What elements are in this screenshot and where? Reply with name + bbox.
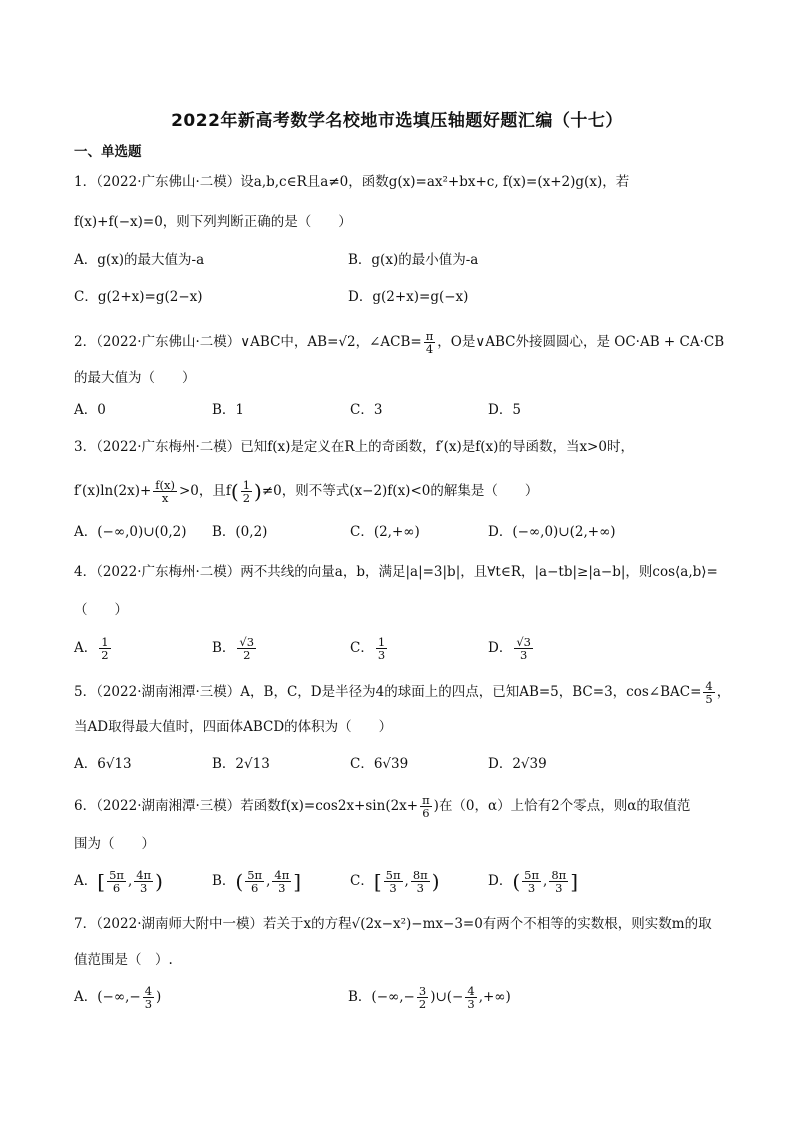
question-6-option-d: D．( $\frac{5\pi}{3}$ , $\frac{8\pi}{3}$ ] [488, 868, 578, 895]
question-1-stem-cont: f(x)+f(−x)=0，则下列判断正确的是（ ） [74, 214, 352, 230]
question-2-stem [74, 330, 724, 355]
question-3-text-b: >0，且f [179, 483, 231, 499]
section-heading: 一、单选题 [74, 144, 142, 160]
question-5-option-d: D．2√39 [488, 756, 547, 772]
question-2-option-a: A．0 [74, 402, 106, 418]
question-3-text-a: f′(x)ln(2x)+ [74, 483, 152, 499]
question-2-option-d: D．5 [488, 402, 521, 418]
question-3-option-a: A．(−∞,0)∪(0,2) [74, 524, 187, 540]
question-3-option-c: C．(2,+∞) [350, 524, 420, 540]
pi-over-4-fraction: $\frac{\pi}{4}$ [425, 329, 434, 356]
question-6-stem: 6．（2022·湖南湘潭·三模）若函数f(x)=cos2x+sin(2x+ $\frac{\pi}{6}$ )在（0，α）上恰有2个零点，则α的取值范 [74, 793, 691, 820]
question-7-option-a: A．(−∞,− $\frac{4}{3}$ ) [74, 984, 162, 1011]
question-4-option-a: A． $\frac{1}{2}$ [74, 635, 109, 662]
fx-over-x-fraction: $\frac{f(x)}{x}$ [155, 478, 175, 505]
question-6-text-a: 6．（2022·湖南湘潭·三模）若函数f(x)=cos2x+sin [74, 798, 386, 814]
question-1-option-b: B．g(x)的最小值为-a [348, 252, 479, 268]
four-fifths-fraction: $\frac{4}{5}$ [705, 679, 713, 706]
question-5-option-a: A．6√13 [74, 756, 132, 772]
question-7-stem-cont: 值范围是（ ）. [74, 952, 173, 968]
question-1-option-c: C．g(2+x)=g(2−x) [74, 289, 203, 305]
question-5-stem: 5．（2022·湖南湘潭·三模）A，B，C，D是半径为4的球面上的四点，已知AB=5，BC=3，cos∠BAC= $\frac{4}{5}$ ， [74, 679, 731, 706]
question-6-option-c: C．[ $\frac{5\pi}{3}$ , $\frac{8\pi}{3}$ ) [350, 868, 440, 895]
question-3-option-b: B．(0,2) [212, 524, 268, 540]
question-4-option-d: D． $\frac{√3}{3}$ [488, 635, 531, 662]
question-1-option-a: A．g(x)的最大值为-a [74, 252, 205, 268]
question-6-stem-cont: 围为（ ） [74, 836, 155, 852]
question-2-text-a: 2．（2022·广东佛山·二模）∨ABC中，AB=√2，∠ACB= [74, 334, 422, 350]
question-4-option-b: B． $\frac{√3}{2}$ [212, 635, 255, 662]
question-4-option-c: C． $\frac{1}{3}$ [350, 635, 386, 662]
question-3-option-d: D．(−∞,0)∪(2,+∞) [488, 524, 616, 540]
question-6-option-b: B．( $\frac{5\pi}{6}$ , $\frac{4\pi}{3}$ ] [212, 868, 302, 895]
question-5-option-c: C．6√39 [350, 756, 409, 772]
question-5-text-a: 5．（2022·湖南湘潭·三模）A，B，C，D是半径为4的球面上的四点，已知AB=5，BC=3，cos∠BAC= [74, 684, 702, 700]
question-7-stem: 7．（2022·湖南师大附中一模）若关于x的方程√(2x−x²)−mx−3=0有两个不相等的实数根，则实数m的取 [74, 916, 712, 932]
question-7-option-b: B．(−∞,− $\frac{3}{2}$ )∪(− $\frac{4}{3}$ ,+∞) [348, 984, 511, 1011]
question-2-stem-cont: 的最大值为（ ） [74, 370, 196, 386]
question-1-stem: 1．（2022·广东佛山·二模）设a,b,c∈R且a≠0，函数g(x)=ax²+bx+c, f(x)=(x+2)g(x)，若 [74, 174, 630, 190]
question-4-stem: 4．（2022·广东梅州·二模）两不共线的向量a，b，满足|a|=3|b|，且∀t∈R，|a−tb|≥|a−b|，则cos⟨a,b⟩= [74, 564, 718, 580]
question-3-text-c: ≠0，则不等式(x−2)f(x)<0的解集是（ ） [261, 483, 539, 499]
question-3-stem: 3．（2022·广东梅州·二模）已知f(x)是定义在R上的奇函数，f′(x)是f(x)的导函数，当x>0时， [74, 439, 634, 455]
question-5-option-b: B．2√13 [212, 756, 270, 772]
question-2-option-b: B．1 [212, 402, 245, 418]
page-title: 2022年新高考数学名校地市选填压轴题好题汇编（十七） [171, 111, 623, 131]
question-2-text-b: ，O是∨ABC外接圆圆心，是 OC·AB + CA·CB [437, 334, 725, 350]
question-3-stem-cont: f′(x)ln(2x)+ $\frac{f(x)}{x}$ >0，且f( $\frac{1}{2}$ )≠0，则不等式(x−2)f(x)<0的解集是（ ） [74, 478, 539, 505]
question-6-text-b: 在（0，α）上恰有2个零点，则α的取值范 [438, 798, 691, 814]
question-6-option-a: A．[ $\frac{5\pi}{6}$ , $\frac{4\pi}{3}$ ) [74, 868, 163, 895]
one-half-fraction: $\frac{1}{2}$ [242, 478, 251, 505]
question-2-option-c: C．3 [350, 402, 383, 418]
question-5-stem-cont: 当AD取得最大值时，四面体ABCD的体积为（ ） [74, 719, 393, 735]
pi-over-6-fraction: $\frac{\pi}{6}$ [422, 793, 430, 820]
question-1-option-d: D．g(2+x)=g(−x) [348, 289, 469, 305]
question-4-stem-cont: （ ） [74, 602, 128, 618]
